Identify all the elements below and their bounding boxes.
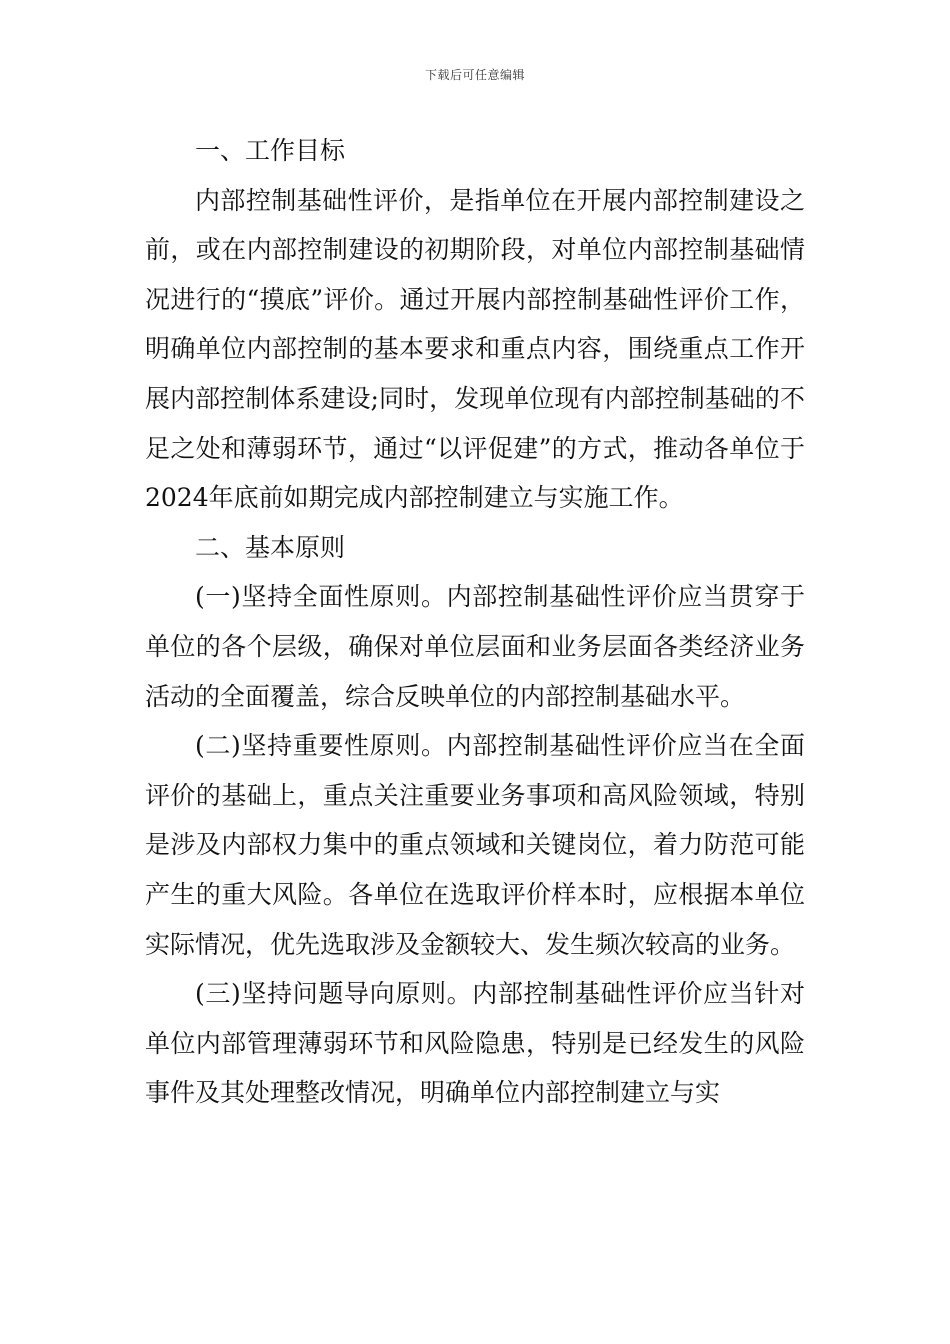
section-heading-goals: 一、工作目标 bbox=[195, 136, 346, 165]
paragraph-principle-comprehensive: (一)坚持全面性原则。内部控制基础性评价应当贯穿于单位的各个层级，确保对单位层面和业务层面各类经济业务活动的全面覆盖，综合反映单位的内部控制基础水平。 bbox=[145, 582, 805, 711]
paragraph-goals: 内部控制基础性评价，是指单位在开展内部控制建设之前，或在内部控制建设的初期阶段，对单位内部控制基础情况进行的“摸底”评价。通过开展内部控制基础性评价工作，明确单位内部控制的基本要求和重点内容，围绕重点工作开展内部控制体系建设;同时，发现单位现有内部控制基础的不足之处和薄弱环节，通过“以评促建”的方式，推动各单位于2024年底前如期完成内部控制建立与实施工作。 bbox=[145, 185, 805, 513]
section-heading-principles: 二、基本原则 bbox=[195, 532, 346, 562]
document-body bbox=[145, 126, 805, 1118]
paragraph-principle-importance: (二)坚持重要性原则。内部控制基础性评价应当在全面评价的基础上，重点关注重要业务事项和高风险领域，特别是涉及内部权力集中的重点领域和关键岗位，着力防范可能产生的重大风险。各单位在选取评价样本时，应根据本单位实际情况，优先选取涉及金额较大、发生频次较高的业务。 bbox=[145, 731, 805, 959]
page-header-note: 下载后可任意编辑 bbox=[424, 68, 525, 82]
paragraph-principle-problem-oriented: (三)坚持问题导向原则。内部控制基础性评价应当针对单位内部管理薄弱环节和风险隐患，特别是已经发生的风险事件及其处理整改情况，明确单位内部控制建立与实 bbox=[145, 979, 805, 1108]
